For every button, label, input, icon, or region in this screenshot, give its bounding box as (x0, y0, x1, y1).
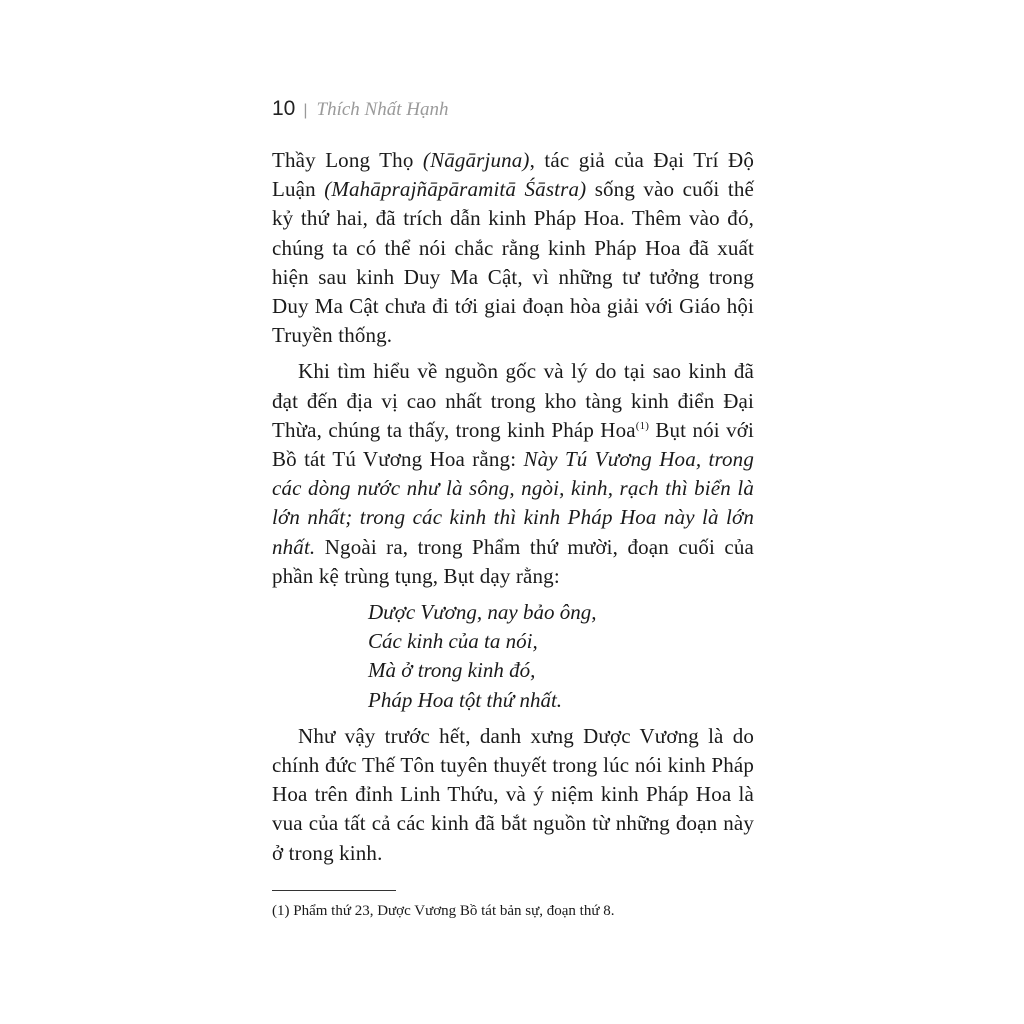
verse-line: Pháp Hoa tột thứ nhất. (368, 687, 563, 712)
paragraph-1-italic-b: (Mahāprajñāpāramitā Śāstra) (324, 177, 587, 202)
page-number: 10 (272, 97, 296, 120)
paragraph-1-text-c: sống vào cuối thế kỷ thứ hai, đã trích dẫn kinh Pháp Hoa. Thêm vào đó, chúng ta có thể nói chắc rằng kinh Pháp Hoa đã xuất hiện sau kinh Duy Ma Cật, vì những tư tưởng trong Duy Ma Cật chưa đi tới giai đoạn hòa giải với Giáo hội Truyền thống. (272, 177, 754, 348)
paragraph-1-italic-a: (Nāgārjuna) (422, 148, 530, 172)
paragraph-2-text-a: Khi tìm hiểu về nguồn gốc và lý do tại sao kinh đã đạt đến địa vị cao nhất trong kho tàng kinh điển Đại Thừa, chúng ta thấy, trong kinh Pháp Hoa (272, 359, 754, 442)
paragraph-3: Như vậy trước hết, danh xưng Dược Vương là do chính đức Thế Tôn tuyên thuyết trong lúc nói kinh Pháp Hoa trên đỉnh Linh Thứu, và ý niệm kinh Pháp Hoa là vua của tất cả các kinh đã bắt nguồn từ những đoạn này ở trong kinh. (272, 723, 754, 865)
paragraph-1-text-a: Thầy Long Thọ (272, 148, 423, 172)
running-header-author: Thích Nhất Hạnh (316, 99, 449, 120)
paragraph-2-text-c: Ngoài ra, trong Phẩm thứ mười, đoạn cuối của phần kệ trùng tụng, Bụt dạy rằng: (272, 534, 754, 588)
footnote: (1) Phẩm thứ 23, Dược Vương Bồ tát bản sự, đoạn thứ 8. (272, 903, 615, 919)
header-separator: | (303, 102, 308, 119)
footnote-reference: (1) (635, 419, 650, 432)
page-body (272, 146, 754, 868)
paragraph-2 (272, 357, 754, 591)
verse-line: Các kinh của ta nói, (368, 629, 538, 654)
verse-line: Dược Vương, nay bảo ông, (368, 600, 597, 625)
paragraph-2-text-b: Bụt nói với Bồ tát Tú Vương Hoa rằng: (272, 417, 754, 472)
running-header (272, 97, 448, 121)
paragraph-1-text-b: , tác giả của Đại Trí Độ Luận (272, 148, 754, 202)
footnote-divider (272, 890, 396, 891)
paragraph-2-quote: Này Tú Vương Hoa, trong các dòng nước như là sông, ngòi, kinh, rạch thì biển là lớn nhất; trong các kinh thì kinh Pháp Hoa này là lớn nhất. (272, 447, 754, 559)
verse-line: Mà ở trong kinh đó, (368, 658, 536, 683)
paragraph-1 (272, 146, 754, 350)
verse-block (368, 598, 754, 715)
